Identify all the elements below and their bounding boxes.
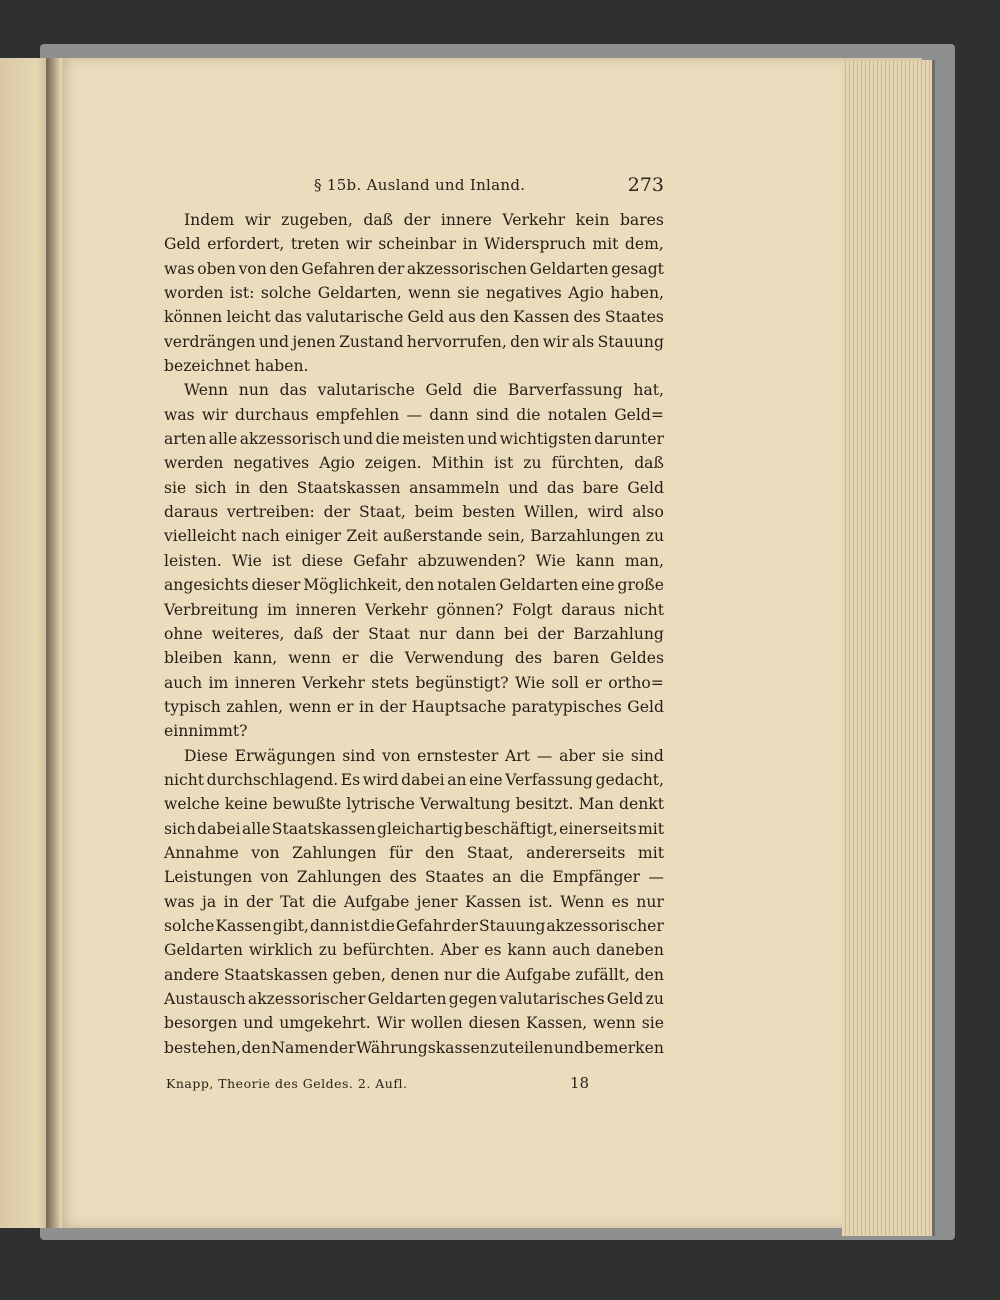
text-line: ohne weiteres, daß der Staat nur dann bei der Barzahlung (164, 624, 664, 643)
text-line: bezeichnet haben. (164, 357, 309, 376)
text-line: leisten. Wie ist diese Gefahr abzuwenden? Wie kann man, (164, 551, 664, 570)
text-line: Wenn nun das valutarische Geld die Barverfassung hat, (184, 381, 664, 400)
text-line: besorgen und umgekehrt. Wir wollen diesen Kassen, wenn sie (164, 1014, 664, 1033)
text-line: welche keine bewußte lytrische Verwaltung besitzt. Man denkt (164, 795, 664, 814)
text-line: angesichts dieser Möglichkeit, den notalen Geldarten eine große (164, 576, 664, 595)
text-line: was ja in der Tat die Aufgabe jener Kassen ist. Wenn es nur (164, 892, 664, 911)
text-line: können leicht das valutarische Geld aus den Kassen des Staates (164, 308, 664, 327)
text-line: andere Staatskassen geben, denen nur die Aufgabe zufällt, den (164, 965, 664, 984)
page-stack-edges (842, 60, 935, 1236)
text-line: daraus vertreiben: der Staat, beim besten Willen, wird also (164, 503, 664, 522)
text-line: arten alle akzessorisch und die meisten und wichtigsten darunter (164, 430, 664, 449)
text-line: solche Kassen gibt, dann ist die Gefahr der Stauung akzessorischer (164, 916, 664, 935)
text-line: Geld erfordert, treten wir scheinbar in Widerspruch mit dem, (164, 235, 664, 254)
text-line: bleiben kann, wenn er die Verwendung des baren Geldes (164, 649, 664, 668)
text-line: vielleicht nach einiger Zeit außerstande sein, Barzahlungen zu (164, 527, 664, 546)
text-line: verdrängen und jenen Zustand hervorrufen, den wir als Stauung (164, 332, 664, 351)
section-title: § 15b. Ausland und Inland. (314, 176, 526, 194)
text-line: was oben von den Gefahren der akzessorischen Geldarten gesagt (164, 259, 664, 278)
text-line: worden ist: solche Geldarten, wenn sie negatives Agio haben, (164, 284, 664, 303)
text-line: bestehen, den Namen der Währungskassen zuteilen und bemerken (164, 1038, 664, 1057)
text-line: Indem wir zugeben, daß der innere Verkehr kein bares (184, 211, 664, 229)
text-line: was wir durchaus empfehlen — dann sind die notalen Geld= (164, 405, 664, 424)
text-line: Geldarten wirklich zu befürchten. Aber es kann auch daneben (164, 941, 664, 960)
text-line: einnimmt? (164, 722, 248, 741)
text-line: sich dabei alle Staatskassen gleichartig beschäftigt, einerseits mit (164, 819, 664, 838)
text-line: Leistungen von Zahlungen des Staates an die Empfänger — (164, 868, 664, 887)
signature-mark: 18 (570, 1074, 590, 1092)
page-footer (164, 1074, 664, 1096)
text-line: Austausch akzessorischer Geldarten gegen valutarisches Geld zu (164, 990, 664, 1008)
text-line: Verbreitung im inneren Verkehr gönnen? Folgt daraus nicht (164, 600, 664, 619)
text-line: auch im inneren Verkehr stets begünstigt? Wie soll er ortho= (164, 673, 664, 692)
imprint-line: Knapp, Theorie des Geldes. 2. Aufl. (166, 1076, 408, 1091)
book-gutter (46, 58, 62, 1228)
text-line: werden negatives Agio zeigen. Mithin ist zu fürchten, daß (164, 454, 664, 473)
text-line: Diese Erwägungen sind von ernstester Art — aber sie sind (184, 746, 664, 765)
text-line: nicht durchschlagend. Es wird dabei an eine Verfassung gedacht, (164, 770, 664, 789)
text-line: Annahme von Zahlungen für den Staat, andererseits mit (164, 843, 664, 862)
page-number: 273 (627, 174, 664, 196)
page-body-text (164, 208, 664, 1060)
text-line: sie sich in den Staatskassen ansammeln und das bare Geld (164, 478, 664, 497)
left-page-edge (0, 58, 52, 1228)
running-header (158, 170, 668, 200)
text-line: typisch zahlen, wenn er in der Hauptsache paratypisches Geld (164, 697, 664, 716)
